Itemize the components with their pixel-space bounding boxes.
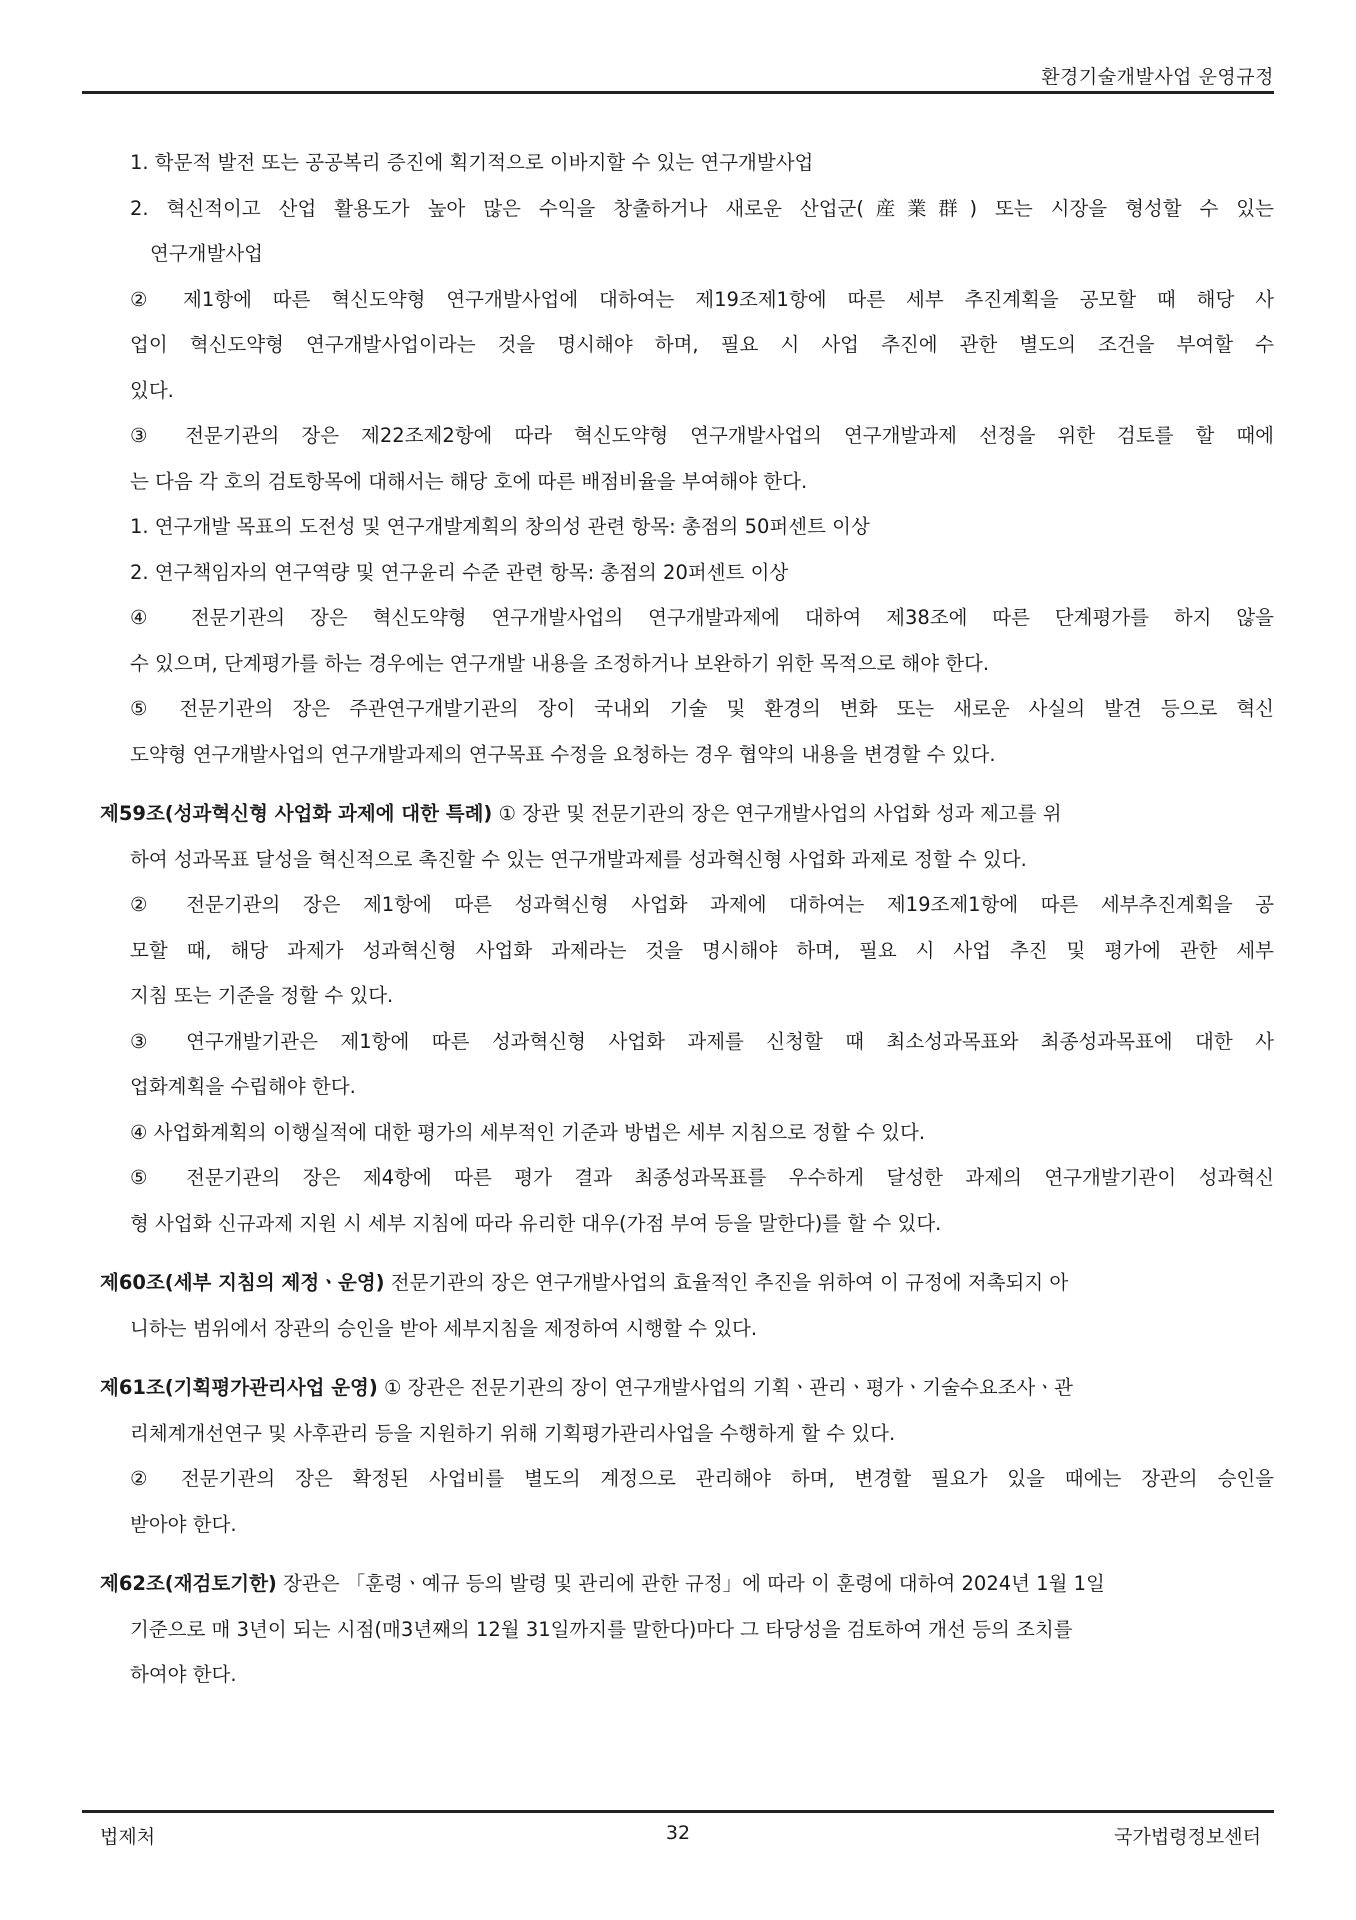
paragraph-line: 니하는 범위에서 장관의 승인을 받아 세부지침을 제정하여 시행할 수 있다. xyxy=(130,1316,758,1340)
paragraph-line: 하여 성과목표 달성을 혁신적으로 촉진할 수 있는 연구개발과제를 성과혁신형 사업화 과제로 정할 수 있다. xyxy=(130,847,1027,871)
item-line: 1. 학문적 발전 또는 공공복리 증진에 획기적으로 이바지할 수 있는 연구개발사업 xyxy=(130,151,814,174)
footer-source: 법제처 xyxy=(100,1826,156,1848)
paragraph-line: ④ 전문기관의 장은 혁신도약형 연구개발사업의 연구개발과제에 대하여 제38조에 따른 단계평가를 하지 않을 xyxy=(130,606,1274,629)
item-line: 연구개발사업 xyxy=(150,242,264,265)
article-61-text: ① 장관은 전문기관의 장이 연구개발사업의 기획ㆍ관리ㆍ평가ㆍ기술수요조사ㆍ관 xyxy=(377,1376,1073,1399)
paragraph-line: ② 전문기관의 장은 확정된 사업비를 별도의 계정으로 관리해야 하며, 변경할 필요가 있을 때에는 장관의 승인을 xyxy=(130,1467,1274,1490)
document-body xyxy=(100,140,1274,1698)
paragraph-line: 형 사업화 신규과제 지원 시 세부 지침에 따라 유리한 대우(가점 부여 등을 말한다)를 할 수 있다. xyxy=(130,1211,942,1235)
paragraph-line: 도약형 연구개발사업의 연구개발과제의 연구목표 수정을 요청하는 경우 협약의 내용을 변경할 수 있다. xyxy=(130,742,996,766)
paragraph-line: 수 있으며, 단계평가를 하는 경우에는 연구개발 내용을 조정하거나 보완하기 위한 목적으로 해야 한다. xyxy=(130,651,990,675)
paragraph-line: 하여야 한다. xyxy=(130,1663,237,1686)
article-59-title: 제59조(성과혁신형 사업화 과제에 대한 특례) xyxy=(100,802,493,825)
paragraph-line: 업이 혁신도약형 연구개발사업이라는 것을 명시해야 하며, 필요 시 사업 추진에 관한 별도의 조건을 부여할 수 xyxy=(130,333,1274,356)
item-line: 2. 혁신적이고 산업 활용도가 높아 많은 수익을 창출하거나 새로운 산업군(産業群) 또는 시장을 형성할 수 있는 xyxy=(130,196,1274,220)
article-62-text: 장관은 「훈령ㆍ예규 등의 발령 및 관리에 관한 규정」에 따라 이 훈령에 대하여 2024년 1월 1일 xyxy=(276,1572,1105,1595)
paragraph-line: ② 제1항에 따른 혁신도약형 연구개발사업에 대하여는 제19조제1항에 따른 세부 추진계획을 공모할 때 해당 사 xyxy=(130,287,1274,311)
paragraph-line: 지침 또는 기준을 정할 수 있다. xyxy=(130,984,394,1007)
paragraph-line: ③ 전문기관의 장은 제22조제2항에 따라 혁신도약형 연구개발사업의 연구개발과제 선정을 위한 검토를 할 때에 xyxy=(130,424,1274,447)
article-59-text: ① 장관 및 전문기관의 장은 연구개발사업의 사업화 성과 제고를 위 xyxy=(492,802,1062,825)
article-62-heading-line xyxy=(100,1561,1274,1607)
paragraph-line: ④ 사업화계획의 이행실적에 대한 평가의 세부적인 기준과 방법은 세부 지침으로 정할 수 있다. xyxy=(130,1120,926,1144)
document-header-title: 환경기술개발사업 운영규정 xyxy=(1041,66,1274,88)
paragraph-line: 기준으로 매 3년이 되는 시점(매3년째의 12월 31일까지를 말한다)마다 그 타당성을 검토하여 개선 등의 조치를 xyxy=(130,1617,1073,1641)
header-divider xyxy=(82,91,1274,94)
article-59-heading-line xyxy=(100,791,1274,837)
page-number: 32 xyxy=(665,1822,691,1844)
article-61-heading-line xyxy=(100,1365,1274,1411)
paragraph-line: 리체계개선연구 및 사후관리 등을 지원하기 위해 기획평가관리사업을 수행하게 할 수 있다. xyxy=(130,1421,896,1445)
footer-divider xyxy=(82,1810,1274,1813)
paragraph-line: 모할 때, 해당 과제가 성과혁신형 사업화 과제라는 것을 명시해야 하며, 필요 시 사업 추진 및 평가에 관한 세부 xyxy=(130,938,1274,962)
item-line: 2. 연구책임자의 연구역량 및 연구윤리 수준 관련 항목: 총점의 20퍼센트 이상 xyxy=(130,560,789,584)
footer-provider: 국가법령정보센터 xyxy=(1114,1826,1261,1848)
article-60-title: 제60조(세부 지침의 제정ㆍ운영) xyxy=(100,1271,385,1294)
article-60-heading-line xyxy=(100,1260,1274,1306)
paragraph-line: ⑤ 전문기관의 장은 제4항에 따른 평가 결과 최종성과목표를 우수하게 달성한 과제의 연구개발기관이 성과혁신 xyxy=(130,1166,1274,1189)
paragraph-line: ③ 연구개발기관은 제1항에 따른 성과혁신형 사업화 과제를 신청할 때 최소성과목표와 최종성과목표에 대한 사 xyxy=(130,1029,1274,1053)
paragraph-line: ⑤ 전문기관의 장은 주관연구개발기관의 장이 국내외 기술 및 환경의 변화 또는 새로운 사실의 발견 등으로 혁신 xyxy=(130,697,1274,720)
paragraph-line: 는 다음 각 호의 검토항목에 대해서는 해당 호에 따른 배점비율을 부여해야 한다. xyxy=(130,469,808,493)
article-60-text: 전문기관의 장은 연구개발사업의 효율적인 추진을 위하여 이 규정에 저촉되지 아 xyxy=(384,1271,1069,1294)
paragraph-line: 있다. xyxy=(130,378,174,402)
paragraph-line: 받아야 한다. xyxy=(130,1512,237,1536)
article-61-title: 제61조(기획평가관리사업 운영) xyxy=(100,1376,378,1399)
article-62-title: 제62조(재검토기한) xyxy=(100,1572,277,1595)
item-line: 1. 연구개발 목표의 도전성 및 연구개발계획의 창의성 관련 항목: 총점의 50퍼센트 이상 xyxy=(130,515,870,538)
paragraph-line: ② 전문기관의 장은 제1항에 따른 성과혁신형 사업화 과제에 대하여는 제19조제1항에 따른 세부추진계획을 공 xyxy=(130,893,1274,916)
paragraph-line: 업화계획을 수립해야 한다. xyxy=(130,1075,356,1098)
